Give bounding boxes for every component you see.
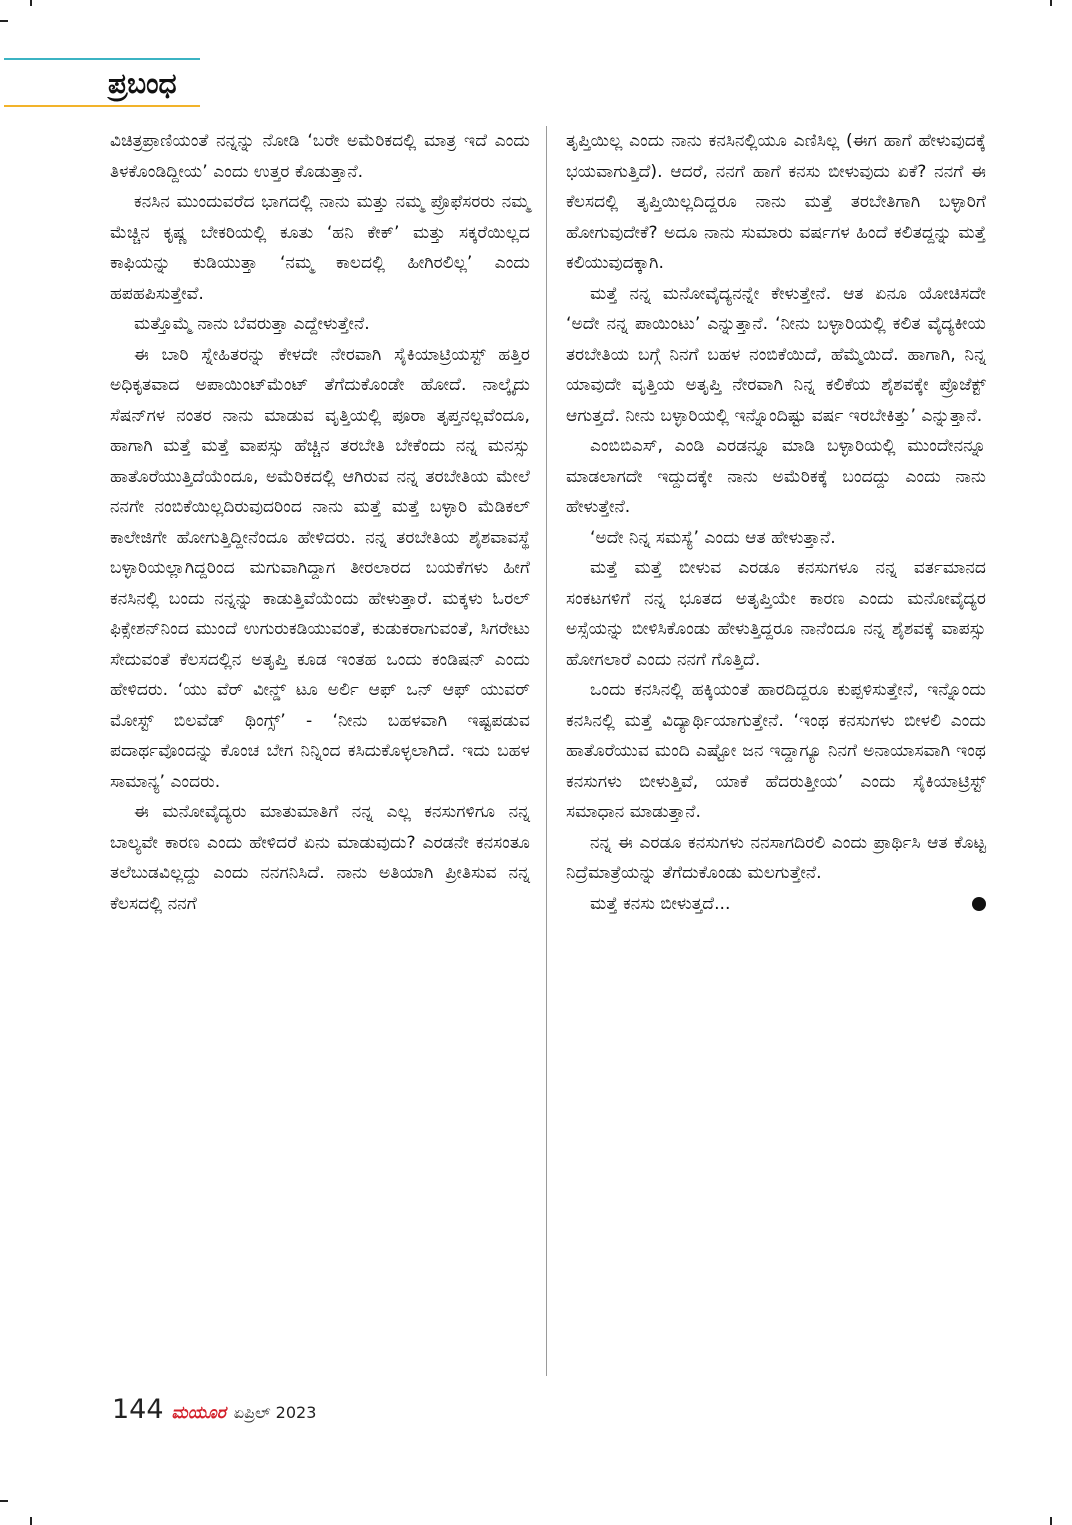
paragraph: ವಿಚಿತ್ರಪ್ರಾಣಿಯಂತೆ ನನ್ನನ್ನು ನೋಡಿ ‘ಬರೇ ಅಮೆರಿಕದಲ್ಲಿ ಮಾತ್ರ ಇದೆ ಎಂದು ತಿಳಕೊಂಡಿದ್ದೀಯ’ ಎಂದು ಉತ್ತರ ಕೊಡುತ್ತಾನೆ.: [110, 131, 530, 182]
section-title: ಪ್ರಬಂಧ: [108, 67, 177, 100]
paragraph: ಈ ಮನೋವೈದ್ಯರು ಮಾತುಮಾತಿಗೆ ನನ್ನ ಎಲ್ಲ ಕನಸುಗಳಿಗೂ ನನ್ನ ಬಾಲ್ಯವೇ ಕಾರಣ ಎಂದು ಹೇಳಿದರೆ ಏನು ಮಾಡುವುದು? ಎರಡನೇ ಕನಸಂತೂ ತಲೆಬುಡವಿಲ್ಲದ್ದು ಎಂದು ನನಗನಿಸಿದೆ. ನಾನು ಅತಿಯಾಗಿ ಪ್ರೀತಿಸುವ ನನ್ನ ಕೆಲಸದಲ್ಲಿ ನನಗೆ: [110, 802, 530, 914]
magazine-logo: ಮಯೂರ: [171, 1403, 226, 1423]
crop-mark: [1050, 0, 1052, 6]
closing-line: [566, 889, 986, 920]
paragraph: ನನ್ನ ಈ ಎರಡೂ ಕನಸುಗಳು ನನಸಾಗದಿರಲಿ ಎಂದು ಪ್ರಾರ್ಥಿಸಿ ಆತ ಕೊಟ್ಟ ನಿದ್ರೆಮಾತ್ರೆಯನ್ನು ತೆಗೆದುಕೊಂಡು ಮಲಗುತ್ತೇನೆ.: [566, 832, 986, 883]
crop-mark: [0, 1500, 8, 1502]
section-accent-top: [4, 58, 200, 60]
paragraph: ತೃಪ್ತಿಯಿಲ್ಲ ಎಂದು ನಾನು ಕನಸಿನಲ್ಲಿಯೂ ಎಣಿಸಿಲ್ಲ (ಈಗ ಹಾಗೆ ಹೇಳುವುದಕ್ಕೆ ಭಯವಾಗುತ್ತಿದೆ). ಆದರೆ, ನನಗೆ ಹಾಗೆ ಕನಸು ಬೀಳುವುದು ಏಕೆ? ನನಗೆ ಈ ಕೆಲಸದಲ್ಲಿ ತೃಪ್ತಿಯಿಲ್ಲದಿದ್ದರೂ ನಾನು ಮತ್ತೆ ತರಬೇತಿಗಾಗಿ ಬಳ್ಳಾರಿಗೆ ಹೋಗುವುದೇಕೆ? ಅದೂ ನಾನು ಸುಮಾರು ವರ್ಷಗಳ ಹಿಂದೆ ಕಲಿತದ್ದನ್ನು ಮತ್ತೆ ಕಲಿಯುವುದಕ್ಕಾಗಿ.: [566, 131, 986, 273]
crop-mark: [1050, 1517, 1052, 1525]
crop-mark: [30, 1517, 32, 1525]
paragraph: ಮತ್ತೆ ಕನಸು ಬೀಳುತ್ತದೆ...: [590, 893, 731, 914]
crop-mark: [0, 20, 8, 22]
paragraph: ಕನಸಿನ ಮುಂದುವರೆದ ಭಾಗದಲ್ಲಿ ನಾನು ಮತ್ತು ನಮ್ಮ ಪ್ರೊಫೆಸರರು ನಮ್ಮ ಮೆಚ್ಚಿನ ಕೃಷ್ಣ ಬೇಕರಿಯಲ್ಲಿ ಕೂತು ‘ಹನಿ ಕೇಕ್’ ಮತ್ತು ಸಕ್ಕರೆಯಿಲ್ಲದ ಕಾಫಿಯನ್ನು ಕುಡಿಯುತ್ತಾ ‘ನಮ್ಮ ಕಾಲದಲ್ಲಿ ಹೀಗಿರಲಿಲ್ಲ’ ಎಂದು ಹಪಹಪಿಸುತ್ತೇವೆ.: [110, 192, 530, 304]
page-footer: [112, 1394, 316, 1428]
paragraph: ಮತ್ತೆ ಮತ್ತೆ ಬೀಳುವ ಎರಡೂ ಕನಸುಗಳೂ ನನ್ನ ವರ್ತಮಾನದ ಸಂಕಟಗಳಿಗೆ ನನ್ನ ಭೂತದ ಅತೃಪ್ತಿಯೇ ಕಾರಣ ಎಂದು ಮನೋವೈದ್ಯರ ಅಸ್ಸೆಯನ್ನು ಬೀಳಿಸಿಕೊಂಡು ಹೇಳುತ್ತಿದ್ದರೂ ನಾನೆಂದೂ ನನ್ನ ಶೈಶವಕ್ಕೆ ವಾಪಸ್ಸು ಹೋಗಲಾರೆ ಎಂದು ನನಗೆ ಗೊತ್ತಿದೆ.: [566, 558, 986, 670]
paragraph: ಮತ್ತೊಮ್ಮೆ ನಾನು ಬೆವರುತ್ತಾ ಎದ್ದೇಳುತ್ತೇನೆ.: [134, 314, 370, 334]
page-number: 144: [112, 1394, 164, 1425]
paragraph: ‘ಅದೇ ನಿನ್ನ ಸಮಸ್ಯೆ’ ಎಂದು ಆತ ಹೇಳುತ್ತಾನೆ.: [590, 527, 836, 548]
paragraph: ಮತ್ತೆ ನನ್ನ ಮನೋವೈದ್ಯನನ್ನೇ ಕೇಳುತ್ತೇನೆ. ಆತ ಏನೂ ಯೋಚಿಸದೇ ‘ಅದೇ ನನ್ನ ಪಾಯಿಂಟು’ ಎನ್ನುತ್ತಾನೆ. ‘ನೀನು ಬಳ್ಳಾರಿಯಲ್ಲಿ ಕಲಿತ ವೈದ್ಯಕೀಯ ತರಬೇತಿಯ ಬಗ್ಗೆ ನಿನಗೆ ಬಹಳ ನಂಬಿಕೆಯಿದೆ, ಹೆಮ್ಮೆಯಿದೆ. ಹಾಗಾಗಿ, ನಿನ್ನ ಯಾವುದೇ ವೃತ್ತಿಯ ಅತೃಪ್ತಿ ನೇರವಾಗಿ ನಿನ್ನ ಕಲಿಕೆಯ ಶೈಶವಕ್ಕೇ ಪ್ರೊಜೆಕ್ಟ್ ಆಗುತ್ತದೆ. ನೀನು ಬಳ್ಳಾರಿಯಲ್ಲಿ ಇನ್ನೊಂದಿಷ್ಟು ವರ್ಷ ಇರಬೇಕಿತ್ತು’ ಎನ್ನುತ್ತಾನೆ.: [566, 283, 986, 426]
paragraph: ಎಂಬಿಬಿಎಸ್, ಎಂಡಿ ಎರಡನ್ನೂ ಮಾಡಿ ಬಳ್ಳಾರಿಯಲ್ಲಿ ಮುಂದೇನನ್ನೂ ಮಾಡಲಾಗದೇ ಇದ್ದುದಕ್ಕೇ ನಾನು ಅಮೆರಿಕಕ್ಕೆ ಬಂದದ್ದು ಎಂದು ನಾನು ಹೇಳುತ್ತೇನೆ.: [566, 436, 986, 517]
paragraph: ಈ ಬಾರಿ ಸ್ನೇಹಿತರನ್ನು ಕೇಳದೇ ನೇರವಾಗಿ ಸೈಕಿಯಾಟ್ರಿಯಸ್ಟ್ ಹತ್ತಿರ ಅಧಿಕೃತವಾದ ಅಪಾಯಿಂಟ್‌ಮೆಂಟ್ ತೆಗೆದುಕೊಂಡೇ ಹೋದೆ. ನಾಲ್ಕೈದು ಸೆಷನ್‌ಗಳ ನಂತರ ನಾನು ಮಾಡುವ ವೃತ್ತಿಯಲ್ಲಿ ಪೂರಾ ತೃಪ್ತನಲ್ಲವೆಂದೂ, ಹಾಗಾಗಿ ಮತ್ತೆ ಮತ್ತೆ ವಾಪಸ್ಸು ಹೆಚ್ಚಿನ ತರಬೇತಿ ಬೇಕೆಂದು ನನ್ನ ಮನಸ್ಸು ಹಾತೊರೆಯುತ್ತಿದೆಯೆಂದೂ, ಅಮೆರಿಕದಲ್ಲಿ ಆಗಿರುವ ನನ್ನ ತರಬೇತಿಯ ಮೇಲೆ ನನಗೇ ನಂಬಿಕೆಯಿಲ್ಲದಿರುವುದರಿಂದ ನಾನು ಮತ್ತೆ ಮತ್ತೆ ಬಳ್ಳಾರಿ ಮೆಡಿಕಲ್ ಕಾಲೇಜಿಗೇ ಹೋಗುತ್ತಿದ್ದೀನೆಂದೂ ಹೇಳಿದರು. ನನ್ನ ತರಬೇತಿಯ ಶೈಶವಾವಸ್ಥೆ ಬಳ್ಳಾರಿಯಲ್ಲಾಗಿದ್ದರಿಂದ ಮಗುವಾಗಿದ್ದಾಗ ತೀರಲಾರದ ಬಯಕೆಗಳು ಹೀಗೆ ಕನಸಿನಲ್ಲಿ ಬಂದು ನನ್ನನ್ನು ಕಾಡುತ್ತಿವೆಯೆಂದು ಹೇಳುತ್ತಾರೆ. ಮಕ್ಕಳು ಓರಲ್ ಫಿಕ್ಸೇಶನ್‌ನಿಂದ ಮುಂದೆ ಉಗುರುಕಡಿಯುವಂತೆ, ಕುಡುಕರಾಗುವಂತೆ, ಸಿಗರೇಟು ಸೇದುವಂತೆ ಕೆಲಸದಲ್ಲಿನ ಅತೃಪ್ತಿ ಕೂಡ ಇಂತಹ ಒಂದು ಕಂಡಿಷನ್ ಎಂದು ಹೇಳಿದರು. ‘ಯು ವೆರ್ ವೀನ್ಡ್ ಟೂ ಅರ್ಲಿ ಆಫ್ ಒನ್ ಆಫ್ ಯುವರ್ ಮೋಸ್ಟ್ ಬಿಲವೆಡ್ ಥಿಂಗ್ಸ್’ - ‘ನೀನು ಬಹಳವಾಗಿ ಇಷ್ಟಪಡುವ ಪದಾರ್ಥವೊಂದನ್ನು ಕೊಂಚ ಬೇಗ ನಿನ್ನಿಂದ ಕಸಿದುಕೊಳ್ಳಲಾಗಿದೆ. ಇದು ಬಹಳ ಸಾಮಾನ್ಯ’ ಎಂದರು.: [110, 344, 530, 792]
crop-mark: [30, 0, 32, 6]
article-column-right: [566, 126, 986, 919]
issue-date: ಏಪ್ರಿಲ್ 2023: [233, 1403, 317, 1422]
end-of-article-dot-icon: [972, 897, 986, 911]
article-column-left: [110, 126, 530, 919]
column-divider: [546, 126, 547, 1376]
section-header: [4, 58, 200, 108]
section-accent-bottom: [4, 105, 200, 107]
paragraph: ಒಂದು ಕನಸಿನಲ್ಲಿ ಹಕ್ಕಿಯಂತೆ ಹಾರದಿದ್ದರೂ ಕುಪ್ಪಳಿಸುತ್ತೇನೆ, ಇನ್ನೊಂದು ಕನಸಿನಲ್ಲಿ ಮತ್ತೆ ವಿದ್ಯಾರ್ಥಿಯಾಗುತ್ತೇನೆ. ‘ಇಂಥ ಕನಸುಗಳು ಬೀಳಲಿ ಎಂದು ಹಾತೊರೆಯುವ ಮಂದಿ ಎಷ್ಟೋ ಜನ ಇದ್ದಾಗ್ಯೂ ನಿನಗೆ ಅನಾಯಾಸವಾಗಿ ಇಂಥ ಕನಸುಗಳು ಬೀಳುತ್ತಿವೆ, ಯಾಕೆ ಹೆದರುತ್ತೀಯ’ ಎಂದು ಸೈಕಿಯಾಟ್ರಿಸ್ಟ್ ಸಮಾಧಾನ ಮಾಡುತ್ತಾನೆ.: [566, 680, 986, 822]
